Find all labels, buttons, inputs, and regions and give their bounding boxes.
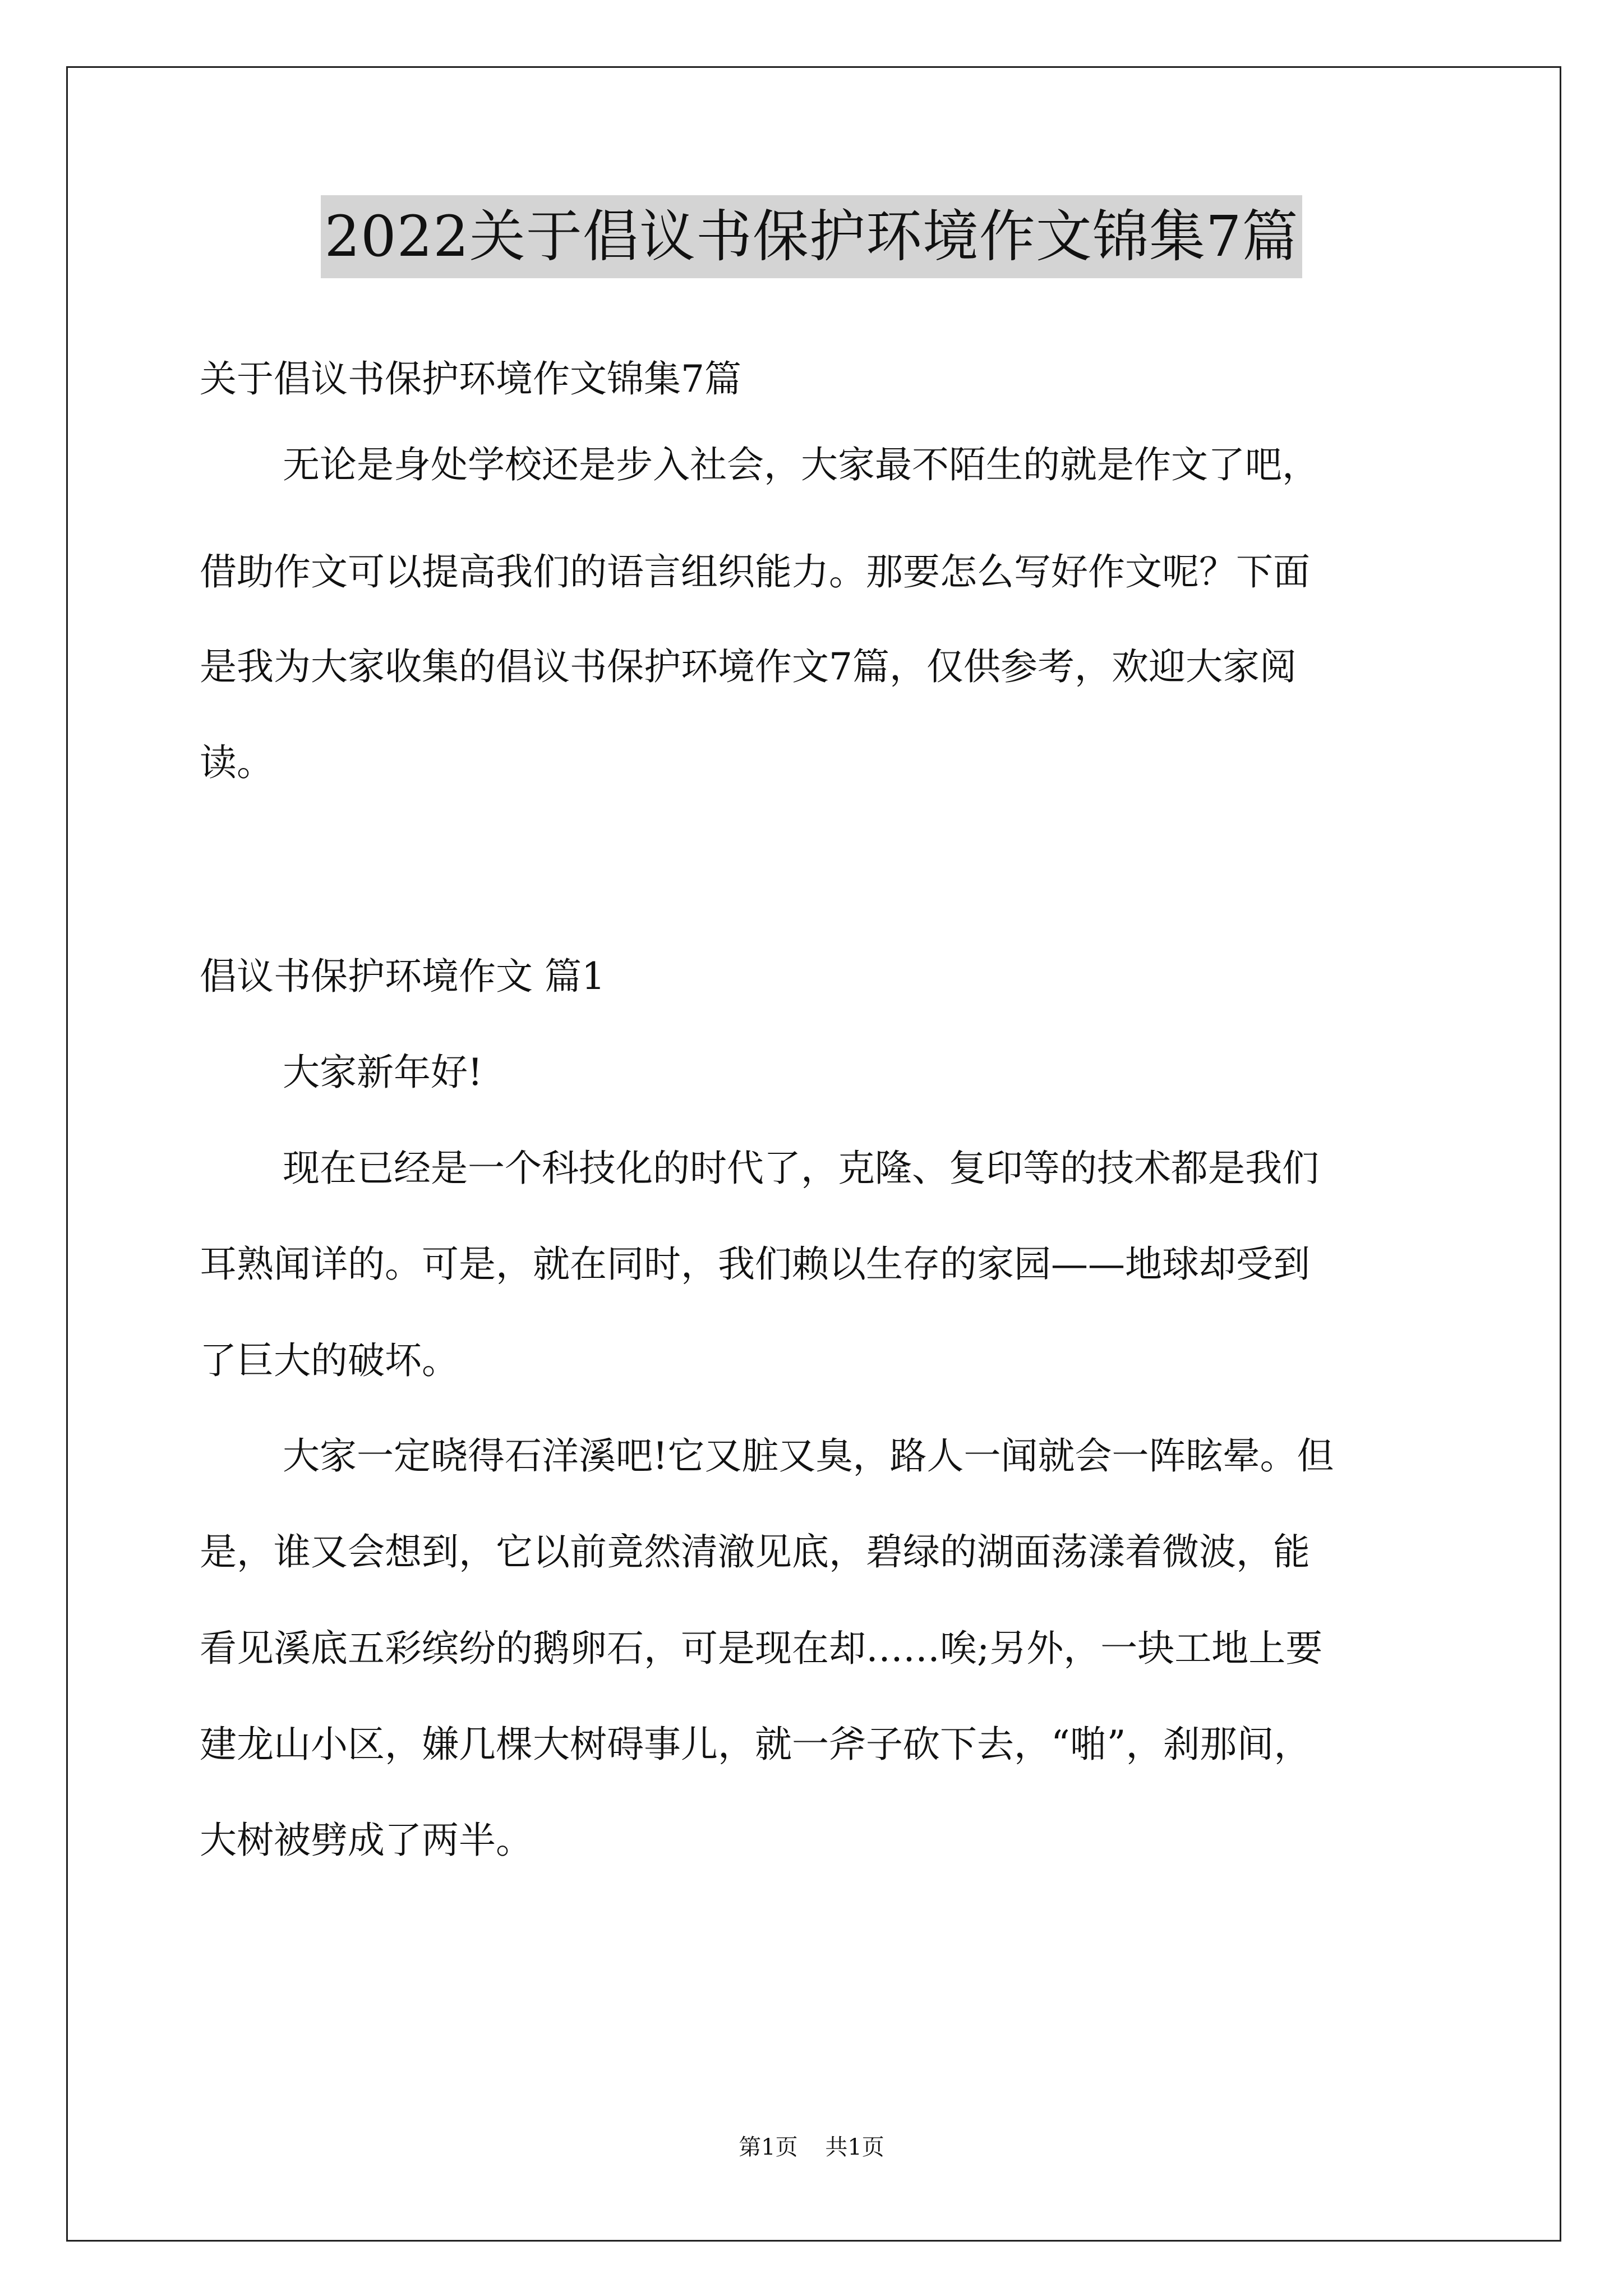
intro-line: 借助作文可以提高我们的语言组织能力。那要怎么写好作文呢？下面 bbox=[200, 550, 1310, 593]
paragraph-line: 耳熟闻详的。可是，就在同时，我们赖以生存的家园——地球却受到 bbox=[200, 1243, 1310, 1286]
document-subtitle: 关于倡议书保护环境作文锦集7篇 bbox=[200, 357, 741, 401]
paragraph-line: 现在已经是一个科技化的时代了，克隆、复印等的技术都是我们 bbox=[283, 1147, 1319, 1190]
page-footer bbox=[0, 2132, 1623, 2163]
paragraph-line: 了巨大的破坏。 bbox=[200, 1339, 459, 1382]
intro-line: 无论是身处学校还是步入社会，大家最不陌生的就是作文了吧， bbox=[283, 443, 1319, 486]
paragraph-line: 大家一定晓得石洋溪吧!它又脏又臭，路人一闻就会一阵眩晕。但 bbox=[283, 1434, 1334, 1478]
intro-line: 读。 bbox=[200, 741, 274, 784]
paragraph-line: 是，谁又会想到，它以前竟然清澈见底，碧绿的湖面荡漾着微波，能 bbox=[200, 1530, 1310, 1573]
paragraph-line: 大树被劈成了两半。 bbox=[200, 1819, 533, 1862]
paragraph-line: 看见溪底五彩缤纷的鹅卵石，可是现在却……唉;另外，一块工地上要 bbox=[200, 1627, 1323, 1670]
greeting: 大家新年好! bbox=[283, 1051, 483, 1094]
page-number: 第1页 bbox=[739, 2134, 798, 2160]
document-title: 2022关于倡议书保护环境作文锦集7篇 bbox=[321, 195, 1302, 278]
page-total: 共1页 bbox=[825, 2134, 884, 2160]
paragraph-line: 建龙山小区，嫌几棵大树碍事儿，就一斧子砍下去，“啪”，刹那间， bbox=[200, 1723, 1311, 1766]
intro-line: 是我为大家收集的倡议书保护环境作文7篇，仅供参考，欢迎大家阅 bbox=[200, 645, 1297, 688]
section-heading: 倡议书保护环境作文 篇1 bbox=[200, 955, 605, 998]
title-container bbox=[0, 195, 1623, 278]
